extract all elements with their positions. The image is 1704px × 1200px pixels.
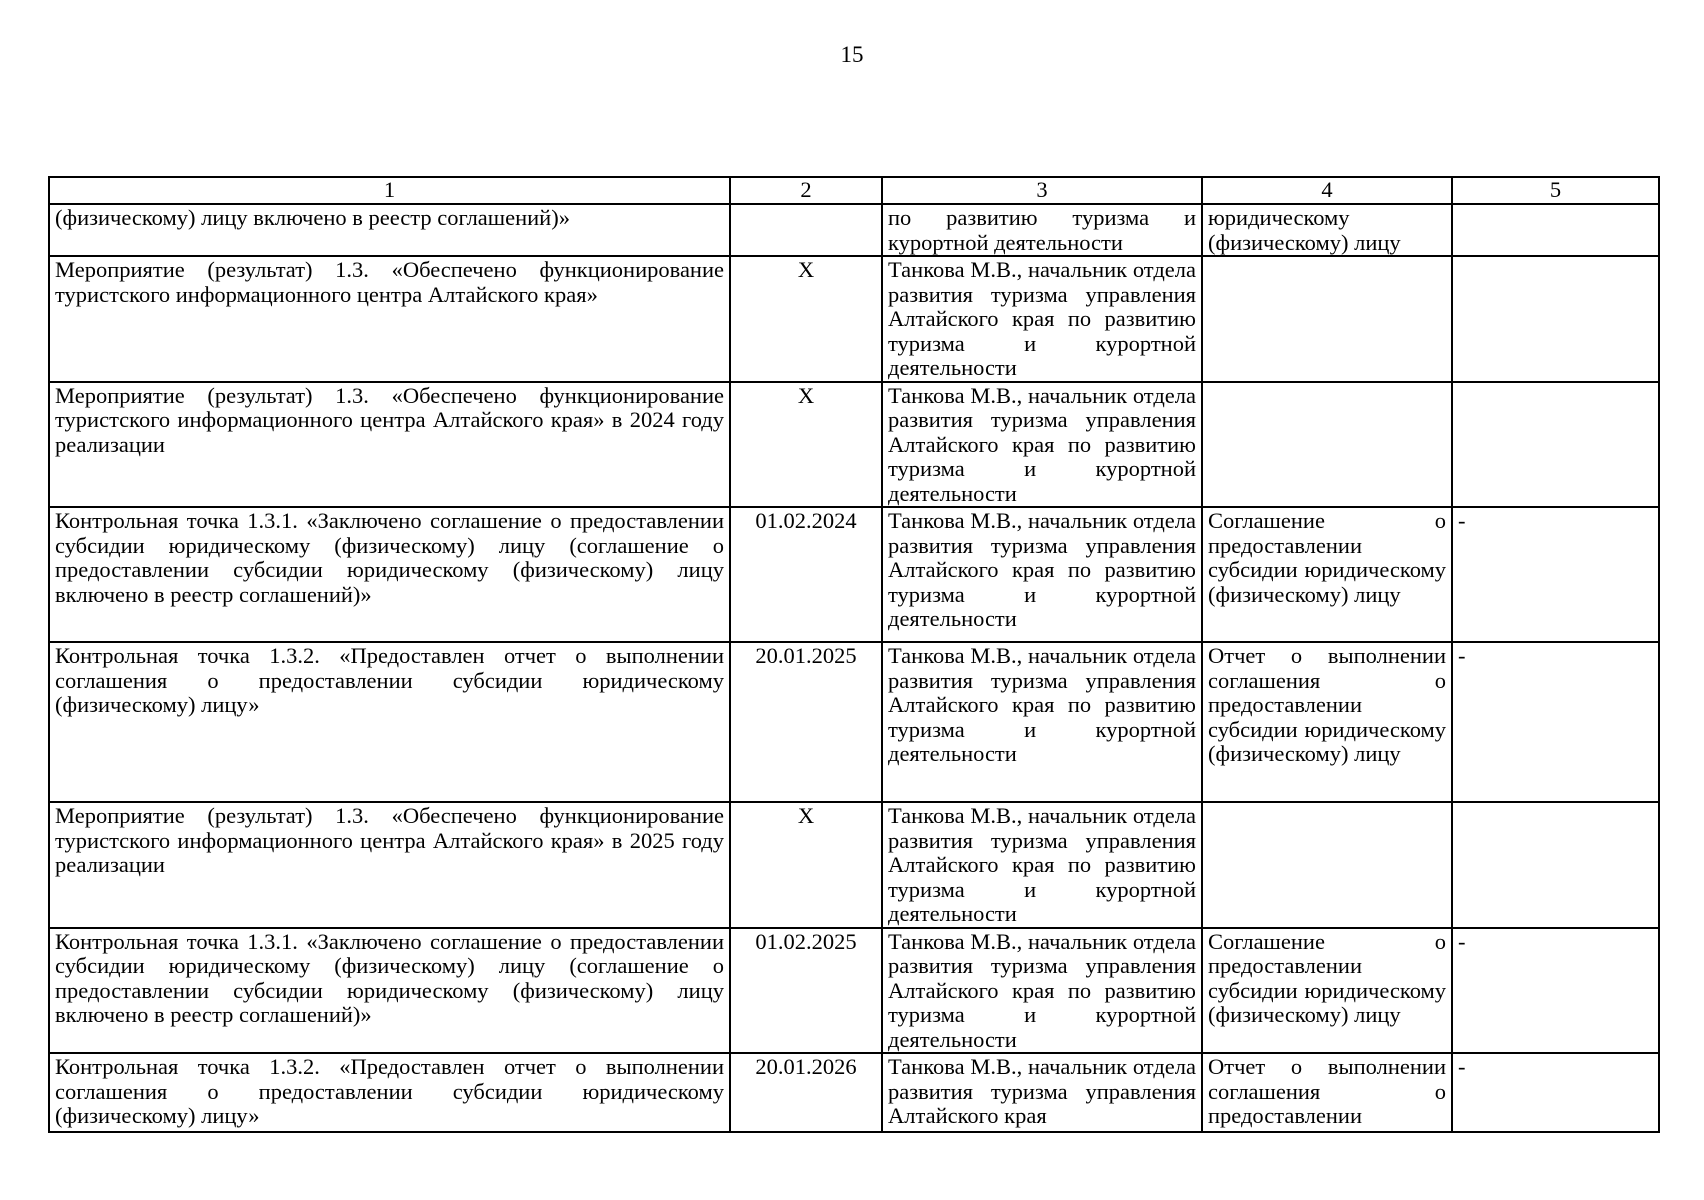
date-cell: X	[730, 802, 882, 928]
note-cell: -	[1452, 1053, 1659, 1132]
note-cell: -	[1452, 642, 1659, 802]
table-row	[49, 204, 1659, 256]
note-cell	[1452, 802, 1659, 928]
event-cell: Мероприятие (результат) 1.3. «Обеспечено функционирование туристского информационного центра Алтайского края» в 2024 году реализации	[49, 382, 730, 508]
responsible-cell: Танкова М.В., начальник отдела развития туризма управления Алтайского края по развитию туризма и курортной деятельности	[882, 256, 1202, 382]
plan-table	[48, 176, 1660, 1133]
responsible-cell: Танкова М.В., начальник отдела развития туризма управления Алтайского края по развитию туризма и курортной деятельности	[882, 382, 1202, 508]
event-cell: (физическому) лицу включено в реестр соглашений)»	[49, 204, 730, 256]
event-cell: Мероприятие (результат) 1.3. «Обеспечено функционирование туристского информационного центра Алтайского края» в 2025 году реализации	[49, 802, 730, 928]
note-cell: -	[1452, 507, 1659, 642]
table-row	[49, 928, 1659, 1054]
table-row	[49, 802, 1659, 928]
table-row	[49, 382, 1659, 508]
date-cell: 01.02.2025	[730, 928, 882, 1054]
document-cell: Отчет о выполнении соглашения о предоставлении субсидии юридическому (физическому) лицу	[1202, 642, 1452, 802]
date-cell: 20.01.2026	[730, 1053, 882, 1132]
event-cell: Мероприятие (результат) 1.3. «Обеспечено функционирование туристского информационного центра Алтайского края»	[49, 256, 730, 382]
table-row	[49, 256, 1659, 382]
responsible-cell: Танкова М.В., начальник отдела развития туризма управления Алтайского края по развитию туризма и курортной деятельности	[882, 642, 1202, 802]
note-cell	[1452, 382, 1659, 508]
responsible-cell: Танкова М.В., начальник отдела развития туризма управления Алтайского края по развитию туризма и курортной деятельности	[882, 802, 1202, 928]
event-cell: Контрольная точка 1.3.1. «Заключено соглашение о предоставлении субсидии юридическому (физическому) лицу (соглашение о предоставлении субсидии юридическому (физическому) лицу включено в реестр соглашений)»	[49, 507, 730, 642]
table-row	[49, 507, 1659, 642]
table-row	[49, 1053, 1659, 1132]
column-header-4: 4	[1202, 177, 1452, 204]
responsible-cell: по развитию туризма и курортной деятельности	[882, 204, 1202, 256]
table-row	[49, 642, 1659, 802]
event-cell: Контрольная точка 1.3.2. «Предоставлен отчет о выполнении соглашения о предоставлении субсидии юридическому (физическому) лицу»	[49, 1053, 730, 1132]
document-cell	[1202, 256, 1452, 382]
note-cell: -	[1452, 928, 1659, 1054]
page-number: 15	[840, 42, 864, 67]
column-header-5: 5	[1452, 177, 1659, 204]
date-cell: X	[730, 382, 882, 508]
document-cell: Соглашение о предоставлении субсидии юридическому (физическому) лицу	[1202, 928, 1452, 1054]
document-cell: Отчет о выполнении соглашения о предоставлении	[1202, 1053, 1452, 1132]
document-cell: Соглашение о предоставлении субсидии юридическому (физическому) лицу	[1202, 507, 1452, 642]
date-cell: 20.01.2025	[730, 642, 882, 802]
document-cell	[1202, 802, 1452, 928]
event-cell: Контрольная точка 1.3.1. «Заключено соглашение о предоставлении субсидии юридическому (физическому) лицу (соглашение о предоставлении субсидии юридическому (физическому) лицу включено в реестр соглашений)»	[49, 928, 730, 1054]
column-header-3: 3	[882, 177, 1202, 204]
date-cell: 01.02.2024	[730, 507, 882, 642]
note-cell	[1452, 256, 1659, 382]
document-cell	[1202, 382, 1452, 508]
note-cell	[1452, 204, 1659, 256]
responsible-cell: Танкова М.В., начальник отдела развития туризма управления Алтайского края	[882, 1053, 1202, 1132]
document-cell: юридическому (физическому) лицу	[1202, 204, 1452, 256]
column-header-2: 2	[730, 177, 882, 204]
header-row	[49, 177, 1659, 204]
date-cell	[730, 204, 882, 256]
column-header-1: 1	[49, 177, 730, 204]
responsible-cell: Танкова М.В., начальник отдела развития туризма управления Алтайского края по развитию туризма и курортной деятельности	[882, 507, 1202, 642]
responsible-cell: Танкова М.В., начальник отдела развития туризма управления Алтайского края по развитию туризма и курортной деятельности	[882, 928, 1202, 1054]
date-cell: X	[730, 256, 882, 382]
event-cell: Контрольная точка 1.3.2. «Предоставлен отчет о выполнении соглашения о предоставлении субсидии юридическому (физическому) лицу»	[49, 642, 730, 802]
